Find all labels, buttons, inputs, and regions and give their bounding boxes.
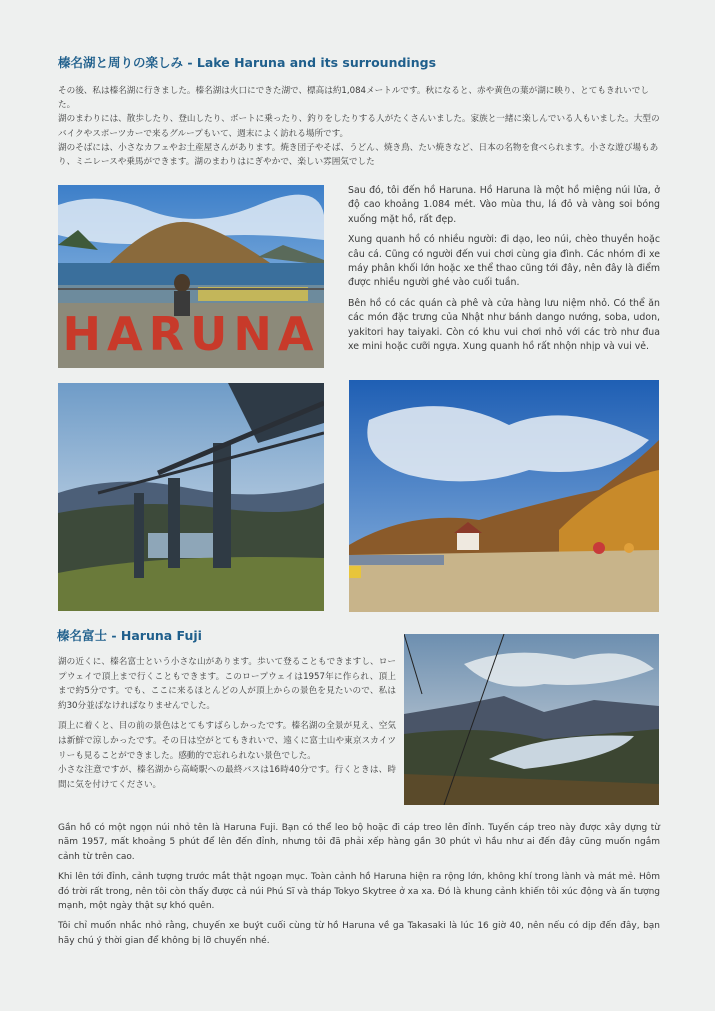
jp-text-block-lake (58, 84, 660, 169)
photo-autumn-slope (349, 380, 659, 612)
jp-paragraph: 湖のまわりには、散歩したり、登山したり、ボートに乗ったり、釣りをしたりする人がたくさんいました。家族と一緒に楽しんでいる人もいました。大型のバイクやスポーツカーで来るグループもいて、週末によく訪れる場所です。 (58, 114, 660, 139)
section-title-lake-haruna: 榛名湖と周りの楽しみ - Lake Haruna and its surroundings (58, 55, 437, 70)
jp-paragraph: 湖のそばには、小さなカフェやお土産屋さんがあります。焼き団子やそば、うどん、焼き鳥、たい焼きなど、日本の名物を食べられます。小さな遊び場もあり、ミニレースや乗馬ができます。湖のまわりはにぎやかで、楽しい雰囲気でした (58, 142, 659, 168)
jp-paragraph: 頂上に着くと、目の前の景色はとてもすばらしかったです。榛名湖の全景が見え、空気は新鮮で涼しかったです。その日は空がとてもきれいで、遠くに富士山や東京スカイツリーも見ることができました。感動的で忘れられない景色でした。 (58, 721, 396, 761)
vi-paragraph: Khi lên tới đỉnh, cảnh tượng trước mắt thật ngoạn mục. Toàn cảnh hồ Haruna hiện ra rộng lớn, không khí trong lành và mát mẻ. Hôm đó trời rất trong, nên tôi còn thấy được cả núi Phú Sĩ và tháp Tokyo Skytree ở xa xa. Đó là khung cảnh khiến tôi xúc động và ấn tượng mạnh, một ngày thật sự khó quên. (58, 872, 660, 912)
photo-summit-view (404, 634, 659, 805)
vi-paragraph: Xung quanh hồ có nhiều người: đi dạo, leo núi, chèo thuyền hoặc câu cá. Cũng có người đến vui chơi cùng gia đình. Các nhóm đi xe máy phân khối lớn hoặc xe thể thao cũng tới đây, nên đây là điểm được nhiều người ghé vào cuối tuần. (348, 234, 660, 289)
vi-paragraph: Bên hồ có các quán cà phê và cửa hàng lưu niệm nhỏ. Có thể ăn các món đặc trưng của Nhật như bánh dango nướng, soba, udon, yakitori hay taiyaki. Còn có khu vui chơi nhỏ với các trò như đua xe mini hoặc cưỡi ngựa. Xung quanh hồ rất nhộn nhịp và vui vẻ. (348, 297, 660, 353)
vi-paragraph: Tôi chỉ muốn nhắc nhỏ rằng, chuyến xe buýt cuối cùng từ hồ Haruna về ga Takasaki là lúc 16 giờ 40, nên nếu có dịp đến đây, bạn hãy chú ý thời gian để không bị lỡ chuyến nhé. (58, 921, 660, 946)
haruna-sign-text: HARUNA (62, 307, 320, 361)
jp-paragraph: 湖の近くに、榛名富士という小さな山があります。歩いて登ることもできますし、ロープウェイで頂上まで行くこともできます。このロープウェイは1957年に作られ、頂上まで約5分です。でも、ここに来るほとんどの人が頂上からの景色を見たいので、私は約30分並ばなければなりませんでした。 (58, 657, 397, 711)
section-title-haruna-fuji: 榛名富士 - Haruna Fuji (57, 628, 202, 643)
vi-text-block-fuji (58, 821, 660, 954)
jp-text-block-fuji (58, 655, 396, 792)
jp-paragraph: 小さな注意ですが、榛名湖から高崎駅への最終バスは16時40分です。行くときは、時間に気を付けてください。 (58, 765, 396, 790)
vi-text-block-lake (348, 184, 660, 360)
vi-paragraph: Gần hồ có một ngọn núi nhỏ tên là Haruna Fuji. Bạn có thể leo bộ hoặc đi cáp treo lên đỉnh. Tuyến cáp treo này được xây dựng từ năm 1957, mất khoảng 5 phút để lên đến đỉnh, nhưng tôi đã phải xếp hàng gần 30 phút vì hầu như ai đến đây cũng muốn ngắm cảnh từ trên cao. (58, 823, 660, 862)
vi-paragraph: Sau đó, tôi đến hồ Haruna. Hồ Haruna là một hồ miệng núi lửa, ở độ cao khoảng 1.084 mét. Vào mùa thu, lá đỏ và vàng soi bóng xuống mặt hồ, rất đẹp. (348, 185, 660, 225)
photo-haruna-sign (58, 185, 324, 368)
jp-paragraph: その後、私は榛名湖に行きました。榛名湖は火口にできた湖で、標高は約1,084メートルです。秋になると、赤や黄色の葉が湖に映り、とてもきれいでした。 (58, 86, 649, 111)
photo-ropeway-tower (58, 383, 324, 611)
